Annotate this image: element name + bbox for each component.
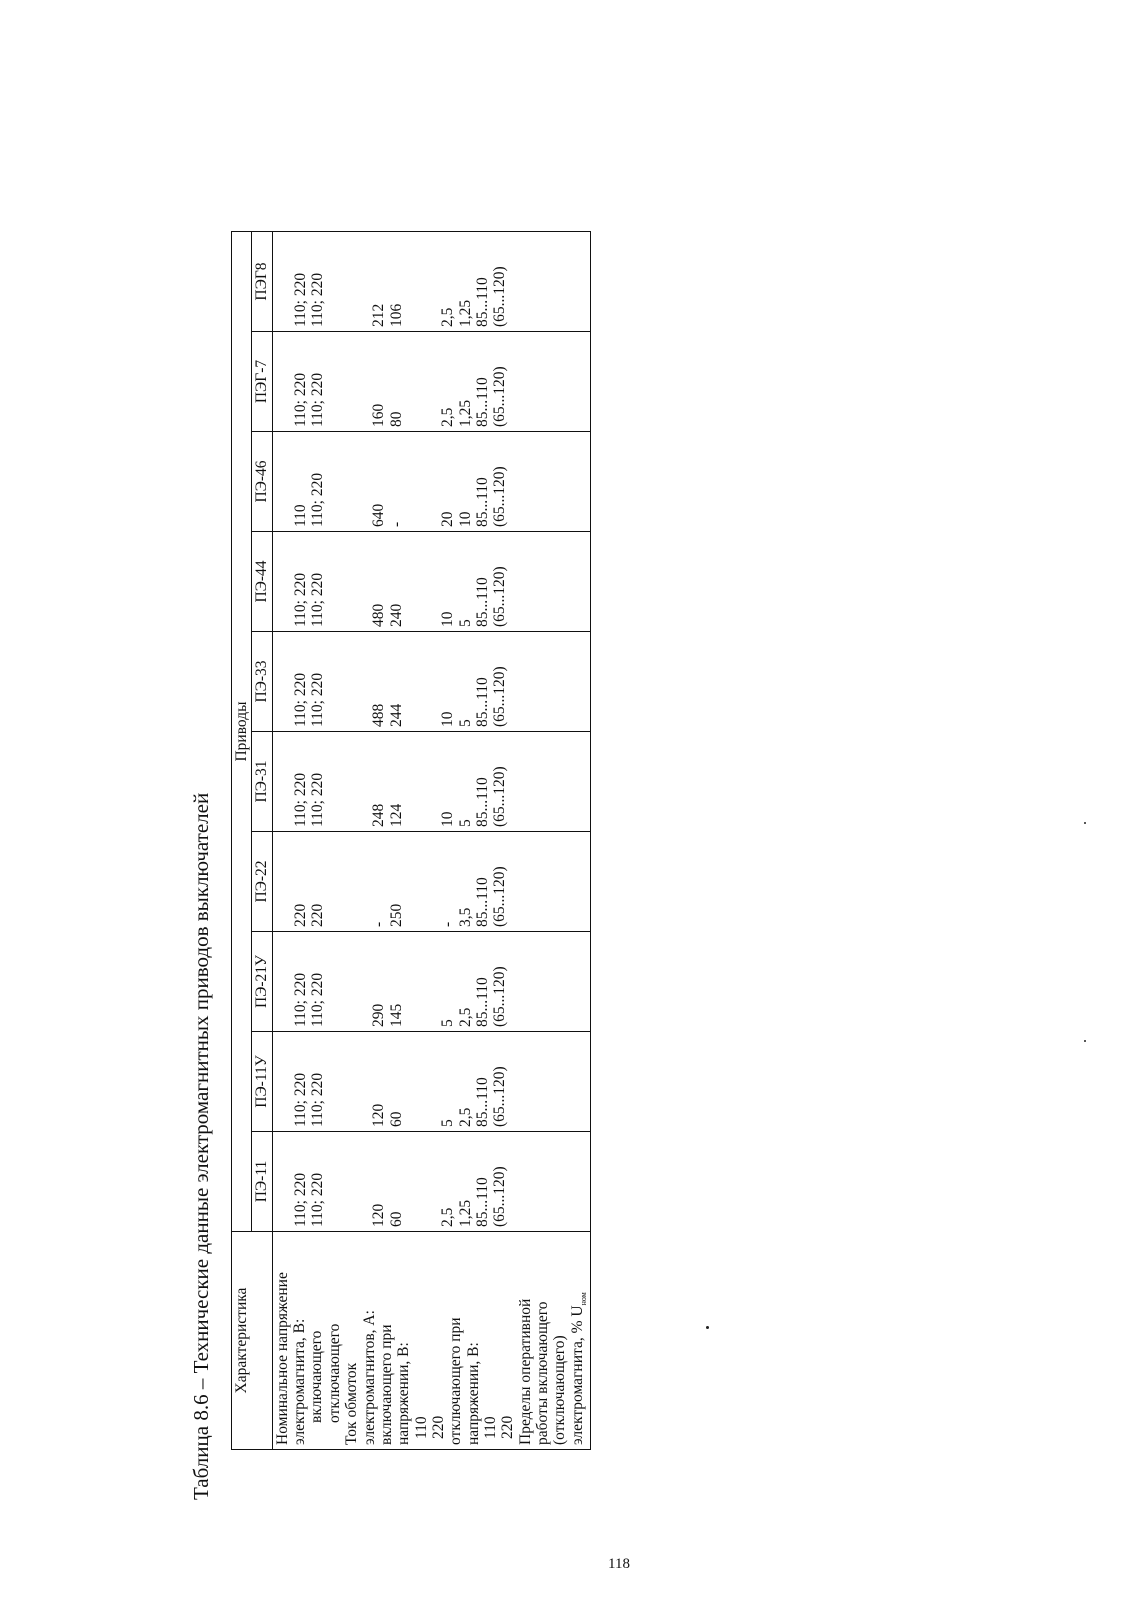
spacer (405, 936, 439, 1027)
char-limits-sub: ном (578, 1292, 588, 1306)
value-closing-voltage: 110; 220 (291, 672, 309, 727)
value-close-current-110: 290 (370, 1003, 388, 1027)
values-cell (272, 632, 590, 732)
value-closing-voltage: 110; 220 (291, 572, 309, 627)
value-close-current-110: 480 (370, 603, 388, 627)
value-trip-current-110: - (439, 921, 457, 927)
char-limits-l1: Пределы оперативной (516, 1298, 534, 1445)
spacer (274, 1136, 292, 1227)
spacer (326, 936, 360, 1027)
spacer (274, 436, 292, 527)
header-drive: ПЭ-46 (252, 432, 272, 532)
rotated-page (189, 170, 719, 1500)
value-closing-voltage: 110; 220 (291, 372, 309, 427)
spacer (405, 1136, 439, 1227)
value-limits-tripping: (65...120) (491, 866, 509, 927)
spacer (274, 636, 292, 727)
value-tripping-voltage: 110; 220 (309, 372, 327, 427)
header-characteristic: Характеристика (232, 1232, 273, 1450)
value-closing-voltage: 220 (291, 903, 309, 927)
value-close-current-110: 488 (370, 703, 388, 727)
value-trip-current-110: 10 (439, 611, 457, 627)
value-limits-tripping: (65...120) (491, 1066, 509, 1127)
value-limits-tripping: (65...120) (491, 1166, 509, 1227)
char-trip-l1: отключающего при (447, 1317, 465, 1445)
header-drive: ПЭ-11У (252, 1032, 272, 1132)
page-number: 118 (608, 1556, 630, 1572)
value-trip-current-220: 5 (456, 619, 474, 627)
value-closing-voltage: 110 (291, 504, 309, 527)
value-trip-current-110: 2,5 (439, 1207, 457, 1227)
spacer (326, 1036, 360, 1127)
value-limits-tripping: (65...120) (491, 266, 509, 327)
char-current-l1: Ток обмоток (343, 1362, 361, 1445)
char-limits-l3: (отключающего) (551, 1335, 569, 1445)
value-limits-closing: 85...110 (473, 377, 491, 427)
char-limits-l4-text: электромагнита, % U (568, 1305, 586, 1445)
spacer (326, 236, 360, 327)
header-drive: ПЭ-22 (252, 832, 272, 932)
value-tripping-voltage: 110; 220 (309, 1172, 327, 1227)
char-current-l4: напряжении, В: (395, 1342, 413, 1445)
values-cell (272, 532, 590, 632)
value-tripping-voltage: 220 (309, 903, 327, 927)
scan-speck (1084, 822, 1086, 824)
spacer (274, 336, 292, 427)
value-trip-current-220: 2,5 (456, 1107, 474, 1127)
value-limits-closing: 85...110 (473, 677, 491, 727)
value-close-current-110: 212 (370, 303, 388, 327)
char-rated-voltage-l2: электромагнита, В: (291, 1318, 309, 1445)
value-limits-closing: 85...110 (473, 777, 491, 827)
value-limits-closing: 85...110 (473, 277, 491, 327)
char-trip-110: 110 (482, 1416, 500, 1439)
spacer (326, 736, 360, 827)
spacer (360, 1136, 370, 1227)
value-trip-current-220: 5 (456, 819, 474, 827)
spacer (360, 236, 370, 327)
spacer (405, 1036, 439, 1127)
values-cell (272, 1032, 590, 1132)
spacer (274, 836, 292, 927)
value-limits-closing: 85...110 (473, 577, 491, 627)
value-limits-closing: 85...110 (473, 1177, 491, 1227)
header-drive: ПЭГ-7 (252, 332, 272, 432)
value-trip-current-110: 10 (439, 811, 457, 827)
value-close-current-220: 124 (387, 803, 405, 827)
value-trip-current-220: 1,25 (456, 1199, 474, 1227)
value-limits-tripping: (65...120) (491, 966, 509, 1027)
value-close-current-220: 145 (387, 1003, 405, 1027)
spacer (360, 736, 370, 827)
value-limits-tripping: (65...120) (491, 666, 509, 727)
value-trip-current-220: 1,25 (456, 299, 474, 327)
value-limits-tripping: (65...120) (491, 566, 509, 627)
spacer (274, 536, 292, 627)
value-tripping-voltage: 110; 220 (309, 772, 327, 827)
char-current-l3: включающего при (377, 1324, 395, 1445)
value-trip-current-220: 5 (456, 719, 474, 727)
spacer (405, 436, 439, 527)
header-drive: ПЭ-44 (252, 532, 272, 632)
spacer (360, 436, 370, 527)
value-close-current-220: 80 (387, 411, 405, 427)
spacer (360, 936, 370, 1027)
value-limits-tripping: (65...120) (491, 466, 509, 527)
spacer (360, 636, 370, 727)
value-trip-current-110: 5 (439, 1019, 457, 1027)
char-closing: включающего (308, 1330, 326, 1423)
spacer (360, 836, 370, 927)
spacer (326, 336, 360, 427)
spacer (326, 536, 360, 627)
values-cell (272, 732, 590, 832)
value-closing-voltage: 110; 220 (291, 972, 309, 1027)
value-close-current-220: 244 (387, 703, 405, 727)
value-tripping-voltage: 110; 220 (309, 472, 327, 527)
value-trip-current-110: 5 (439, 1119, 457, 1127)
value-tripping-voltage: 110; 220 (309, 972, 327, 1027)
value-limits-tripping: (65...120) (491, 366, 509, 427)
value-close-current-220: 240 (387, 603, 405, 627)
values-cell (272, 232, 590, 332)
char-close-110: 110 (412, 1416, 430, 1439)
value-close-current-220: 250 (387, 903, 405, 927)
spacer (360, 336, 370, 427)
value-limits-closing: 85...110 (473, 1077, 491, 1127)
values-cell (272, 932, 590, 1032)
char-current-l2: электромагнитов, А: (360, 1310, 378, 1445)
value-close-current-220: 60 (387, 1211, 405, 1227)
spacer (326, 436, 360, 527)
spacer (405, 536, 439, 627)
value-closing-voltage: 110; 220 (291, 272, 309, 327)
header-drive: ПЭ-33 (252, 632, 272, 732)
char-tripping: отключающего (325, 1323, 343, 1423)
value-limits-closing: 85...110 (473, 477, 491, 527)
value-trip-current-110: 2,5 (439, 307, 457, 327)
header-drive: ПЭ-11 (252, 1132, 272, 1232)
value-trip-current-110: 10 (439, 711, 457, 727)
char-limits-l2: работы включающего (534, 1301, 552, 1445)
spacer (274, 236, 292, 327)
value-close-current-110: 120 (370, 1203, 388, 1227)
values-cell (272, 432, 590, 532)
char-trip-l2: напряжении, В: (464, 1342, 482, 1445)
spacer (405, 636, 439, 727)
value-limits-closing: 85...110 (473, 977, 491, 1027)
value-trip-current-220: 1,25 (456, 399, 474, 427)
spacer (360, 536, 370, 627)
table-caption: Таблица 8.6 – Технические данные электромагнитных приводов выключателей (189, 792, 213, 1500)
value-tripping-voltage: 110; 220 (309, 272, 327, 327)
spacer (405, 836, 439, 927)
spacer (360, 1036, 370, 1127)
value-close-current-110: 120 (370, 1103, 388, 1127)
value-tripping-voltage: 110; 220 (309, 672, 327, 727)
value-trip-current-110: 20 (439, 511, 457, 527)
spacer (326, 1136, 360, 1227)
spacer (405, 736, 439, 827)
header-drives-group: Приводы (232, 232, 252, 1232)
value-trip-current-220: 3,5 (456, 907, 474, 927)
spacer (405, 236, 439, 327)
value-trip-current-110: 2,5 (439, 407, 457, 427)
value-close-current-110: 160 (370, 403, 388, 427)
value-tripping-voltage: 110; 220 (309, 1072, 327, 1127)
table-body-row (272, 232, 590, 1450)
value-trip-current-220: 10 (456, 511, 474, 527)
spacer (274, 936, 292, 1027)
header-drive: ПЭ-31 (252, 732, 272, 832)
value-trip-current-220: 2,5 (456, 1007, 474, 1027)
spacer (405, 336, 439, 427)
header-drive: ПЭ-21У (252, 932, 272, 1032)
char-close-220: 220 (429, 1415, 447, 1439)
value-close-current-220: 106 (387, 303, 405, 327)
value-close-current-220: 60 (387, 1111, 405, 1127)
value-closing-voltage: 110; 220 (291, 772, 309, 827)
header-row-group (232, 232, 252, 1450)
spacer (326, 836, 360, 927)
value-close-current-220: - (387, 521, 405, 527)
characteristics-cell (272, 1232, 590, 1450)
scan-speck (1084, 1040, 1086, 1042)
char-trip-220: 220 (499, 1415, 517, 1439)
values-cell (272, 1132, 590, 1232)
value-tripping-voltage: 110; 220 (309, 572, 327, 627)
spacer (274, 736, 292, 827)
values-cell (272, 832, 590, 932)
char-rated-voltage-l1: Номинальное напряжение (273, 1272, 291, 1445)
header-drive: ПЭГ8 (252, 232, 272, 332)
value-closing-voltage: 110; 220 (291, 1172, 309, 1227)
values-cell (272, 332, 590, 432)
drives-spec-table (231, 231, 591, 1450)
value-limits-tripping: (65...120) (491, 766, 509, 827)
value-close-current-110: - (370, 921, 388, 927)
scan-speck (706, 1326, 709, 1329)
spacer (326, 636, 360, 727)
value-closing-voltage: 110; 220 (291, 1072, 309, 1127)
value-close-current-110: 640 (370, 503, 388, 527)
spacer (274, 1036, 292, 1127)
value-limits-closing: 85...110 (473, 877, 491, 927)
value-close-current-110: 248 (370, 803, 388, 827)
char-limits-l4 (569, 1236, 589, 1445)
